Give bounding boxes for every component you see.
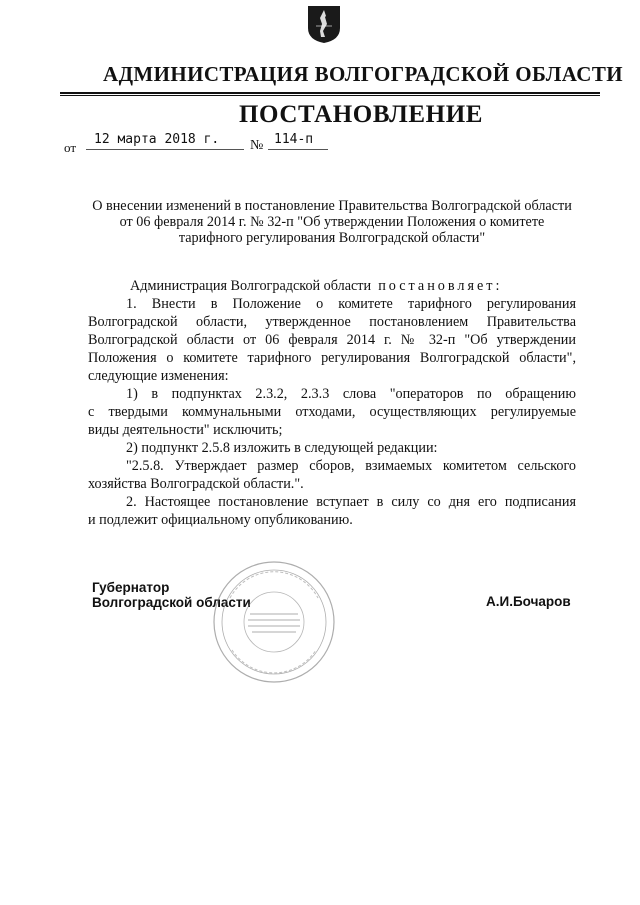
number-label: № — [250, 138, 264, 153]
coat-of-arms-icon — [306, 4, 342, 44]
signatory-name: А.И.Бочаров — [486, 594, 571, 609]
document-body — [88, 277, 576, 529]
item1-line: следующие изменения: — [88, 368, 229, 384]
subject-line: от 06 февраля 2014 г. № 32-п "Об утверждении Положения о комитете — [119, 214, 545, 230]
signatory-title-line: Губернатор — [92, 580, 170, 595]
subject-line: О внесении изменений в постановление Правительства Волгоградской области — [92, 198, 572, 214]
document-subject — [88, 198, 576, 246]
organization-title: АДМИНИСТРАЦИЯ ВОЛГОГРАДСКОЙ ОБЛАСТИ — [103, 62, 623, 86]
item1-2-line: 2) подпункт 2.5.8 изложить в следующей редакции: — [126, 440, 438, 456]
date-prefix-label: от — [64, 140, 77, 155]
preamble-start: Администрация Волгоградской области — [130, 278, 372, 294]
item1-line: Положения о комитете тарифного регулирования Волгоградской области", — [88, 350, 576, 366]
item1-2-quote-line: хозяйства Волгоградской области.". — [88, 476, 304, 492]
header-divider-thin — [60, 95, 600, 96]
item1-1-line: виды деятельности" исключить; — [88, 422, 283, 438]
official-seal-icon — [210, 558, 338, 686]
item1-line: Волгоградской области от 06 февраля 2014 г. № 32-п "Об утверждении — [88, 332, 576, 348]
item1-line: 1. Внести в Положение о комитете тарифного регулирования — [126, 296, 576, 312]
header-divider-thick — [60, 92, 600, 94]
item1-line: Волгоградской области, утвержденное постановлением Правительства — [88, 314, 576, 330]
preamble-verb: постановляет: — [378, 278, 503, 294]
signatory-title-line: Волгоградской области — [92, 595, 251, 610]
item2-line: и подлежит официальному опубликованию. — [88, 512, 353, 528]
item1-1-line: с твердыми коммунальными отходами, осуществляющих регулируемые — [88, 404, 576, 420]
item1-1-line: 1) в подпунктах 2.3.2, 2.3.3 слова "операторов по обращению — [126, 386, 576, 402]
subject-line: тарифного регулирования Волгоградской области" — [178, 230, 486, 246]
item2-line: 2. Настоящее постановление вступает в силу со дня его подписания — [126, 494, 576, 510]
item1-2-quote-line: "2.5.8. Утверждает размер сборов, взимаемых комитетом сельского — [126, 458, 576, 474]
document-type: ПОСТАНОВЛЕНИЕ — [239, 101, 484, 128]
document-number: 114-п — [268, 132, 328, 150]
preamble — [88, 277, 576, 295]
document-date: 12 марта 2018 г. — [86, 132, 244, 150]
